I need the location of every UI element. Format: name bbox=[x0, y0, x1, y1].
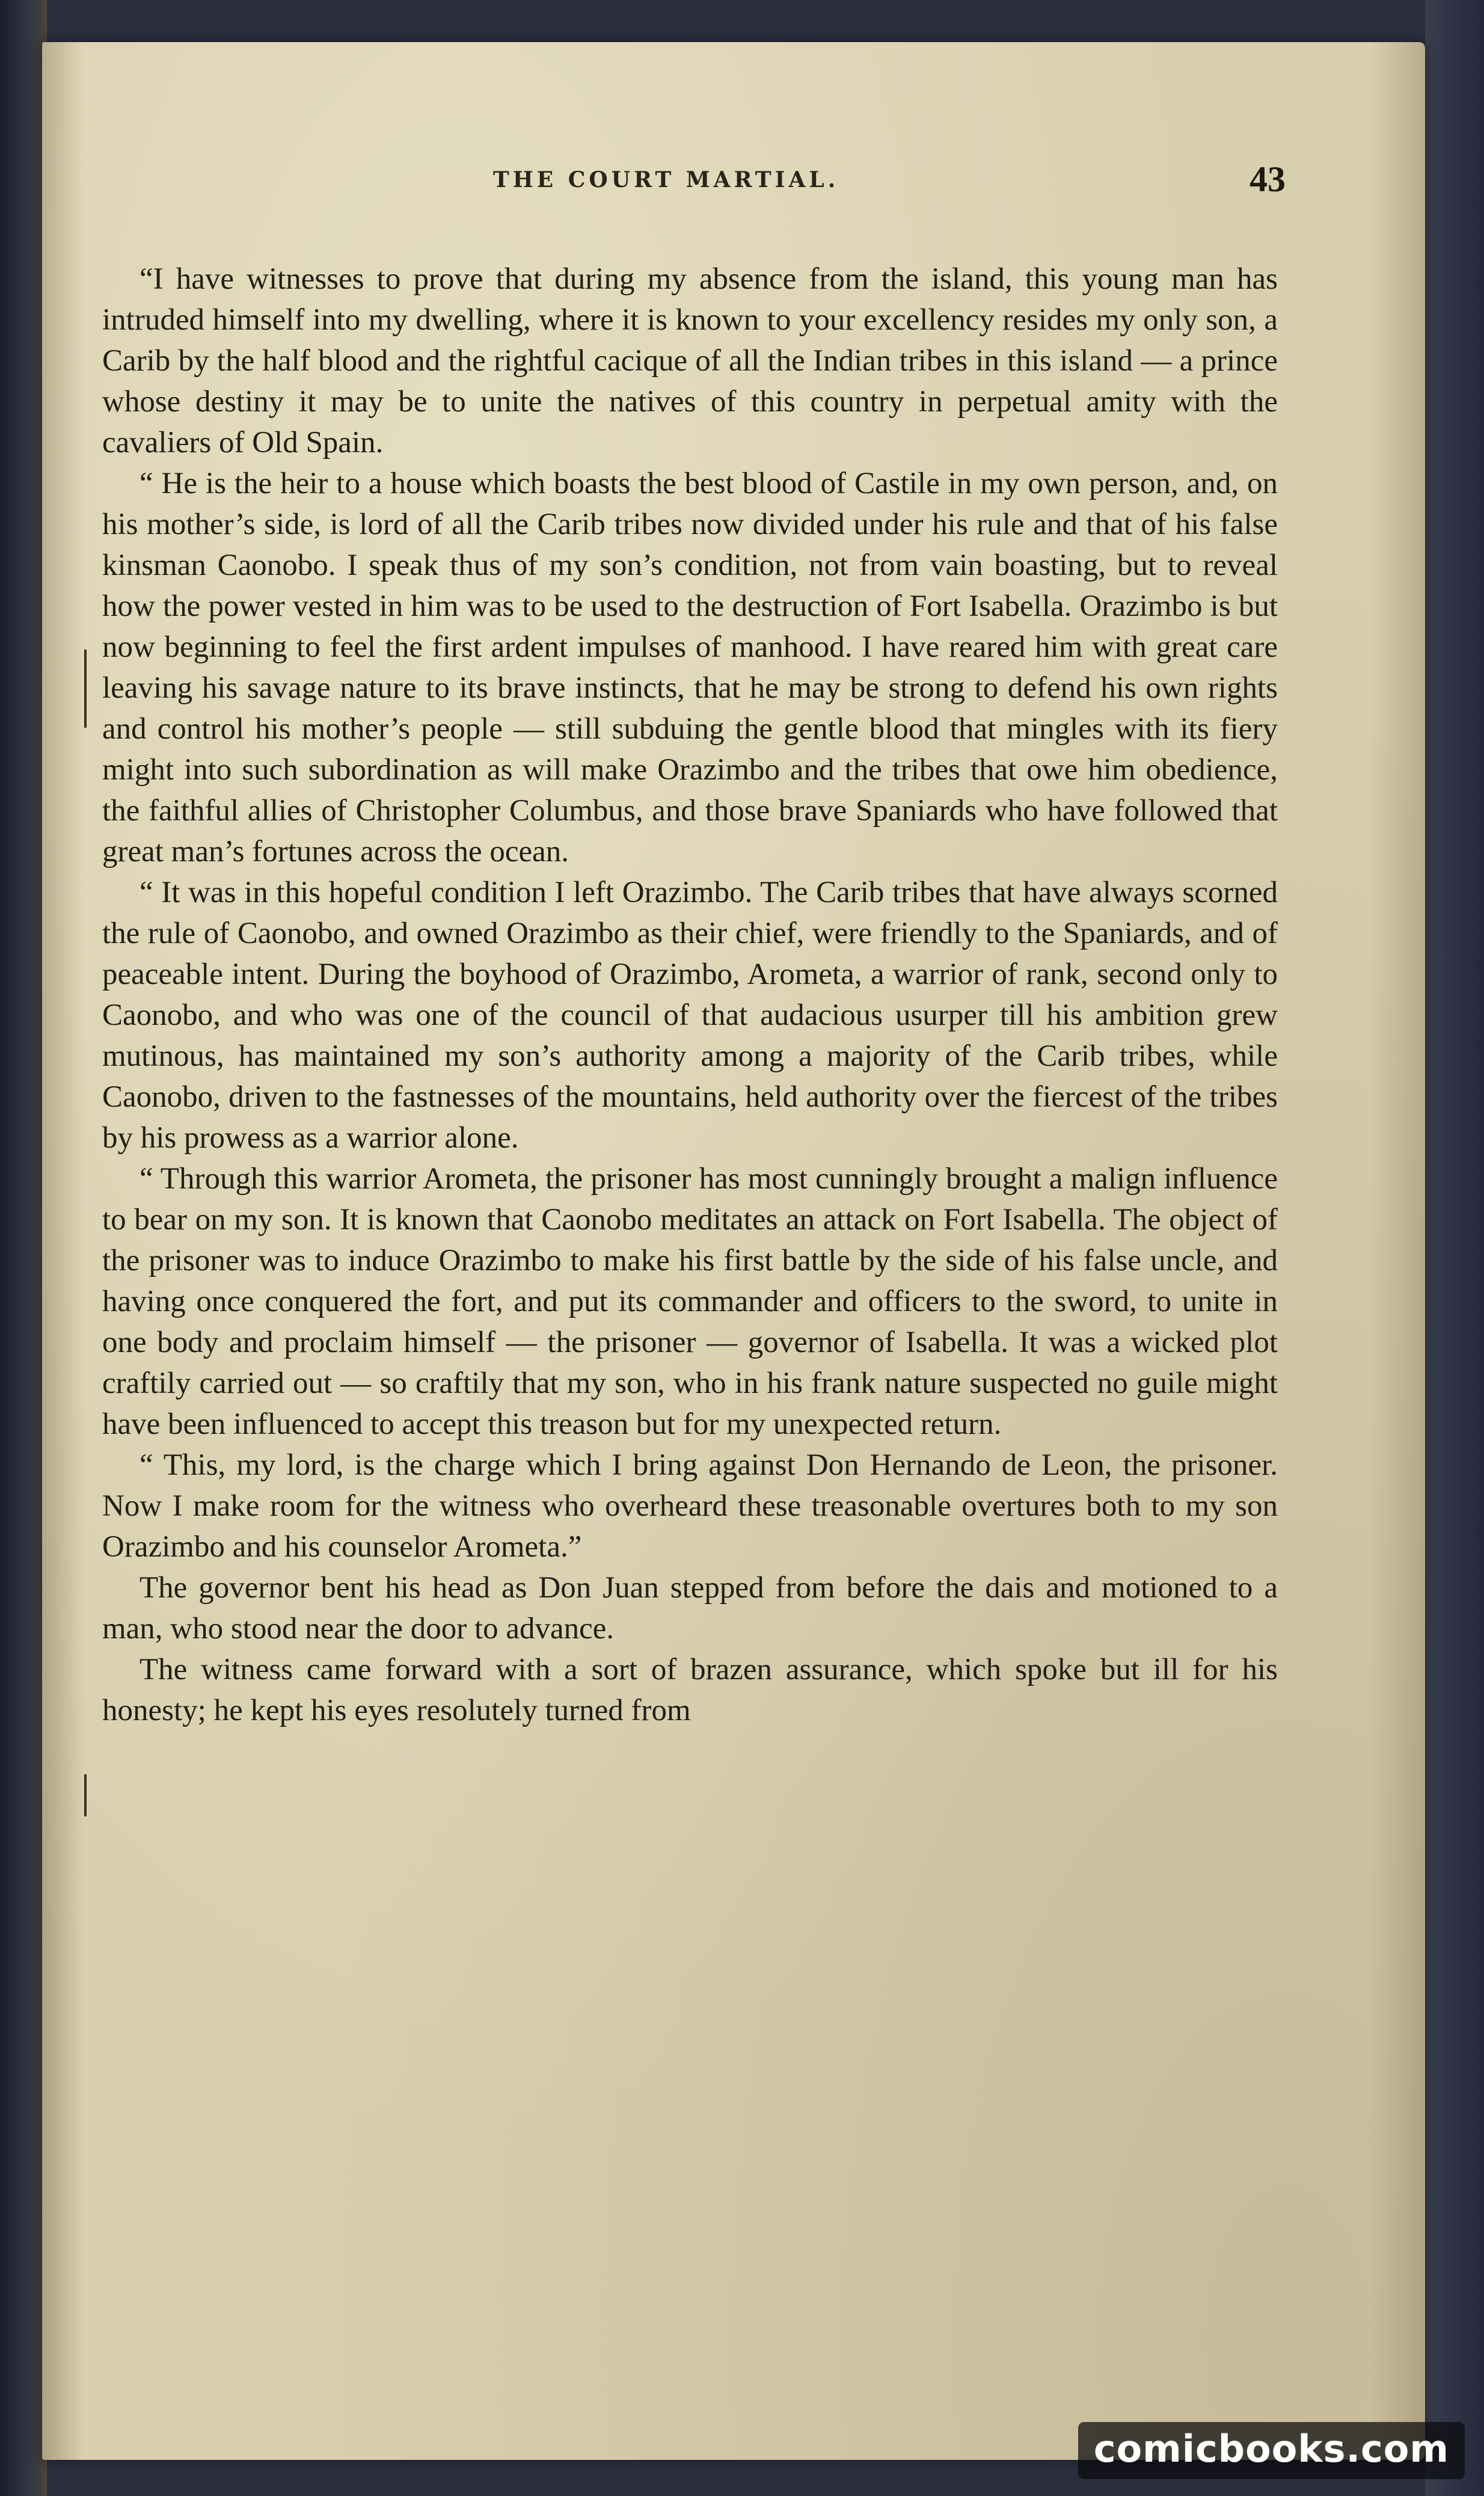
body-text bbox=[102, 259, 1278, 1731]
page-number: 43 bbox=[1249, 159, 1286, 199]
paragraph: The witness came forward with a sort of brazen assurance, which spoke but ill for his honesty; he kept his eyes resolutely turned from bbox=[102, 1653, 1278, 1727]
paragraph: “ Through this warrior Arometa, the prisoner has most cunningly brought a malign influence to bear on my son. It is known that Caonobo meditates an attack on Fort Isabella. The object of the prisoner was to induce Orazimbo to make his first battle by the side of his false uncle, and having once conquered the fort, and put its commander and officers to the sword, to unite in one body and proclaim himself — the prisoner — governor of Isabella. It was a wicked plot craftily carried out — so craftily that my son, who in his frank nature suspected no guile might have been influenced to accept this treason but for my unexpected return. bbox=[102, 1162, 1278, 1441]
margin-bracket bbox=[84, 1774, 87, 1816]
background-edge bbox=[1425, 0, 1484, 2496]
paragraph: “I have witnesses to prove that during my absence from the island, this young man has intruded himself into my dwelling, where it is known to your excellency resides my only son, a Carib by the half blood and the rightful cacique of all the Indian tribes in this island — a prince whose destiny it may be to unite the natives of this country in perpetual amity with the cavaliers of Old Spain. bbox=[102, 262, 1278, 460]
margin-bracket bbox=[84, 650, 87, 728]
paragraph: The governor bent his head as Don Juan stepped from before the dais and motioned to a man, who stood near the door to advance. bbox=[102, 1571, 1278, 1646]
paragraph: “ This, my lord, is the charge which I bring against Don Hernando de Leon, the prisoner. Now I make room for the witness who overheard these treasonable overtures both to my son Orazimbo and his counselor Arometa.” bbox=[102, 1448, 1278, 1564]
book-spine bbox=[0, 0, 47, 2496]
paragraph: “ He is the heir to a house which boasts the best blood of Castile in my own person, and, on his mother’s side, is lord of all the Carib tribes now divided under his rule and that of his false kinsman Caonobo. I speak thus of my son’s condition, not from vain boasting, but to reveal how the power vested in him was to be used to the destruction of Fort Isabella. Orazimbo is but now beginning to feel the first ardent impulses of manhood. I have reared him with great care leaving his savage nature to its brave instincts, that he may be strong to defend his own rights and control his mother’s people — still subduing the gentle blood that mingles with its fiery might into such subordination as will make Orazimbo and the tribes that owe him obedience, the faithful allies of Christopher Columbus, and those brave Spaniards who have followed that great man’s fortunes across the ocean. bbox=[102, 467, 1278, 868]
running-head: THE COURT MARTIAL. bbox=[493, 167, 839, 192]
paragraph: “ It was in this hopeful condition I left Orazimbo. The Carib tribes that have always scorned the rule of Caonobo, and owned Orazimbo as their chief, were friendly to the Spaniards, and of peaceable intent. During the boyhood of Orazimbo, Arometa, a warrior of rank, second only to Caonobo, and who was one of the council of that audacious usurper till his ambition grew mutinous, has maintained my son’s authority among a majority of the Carib tribes, while Caonobo, driven to the fastnesses of the mountains, held authority over the fiercest of the tribes by his prowess as a warrior alone. bbox=[102, 876, 1278, 1155]
site-watermark: comicbooks.com bbox=[1078, 2422, 1465, 2479]
